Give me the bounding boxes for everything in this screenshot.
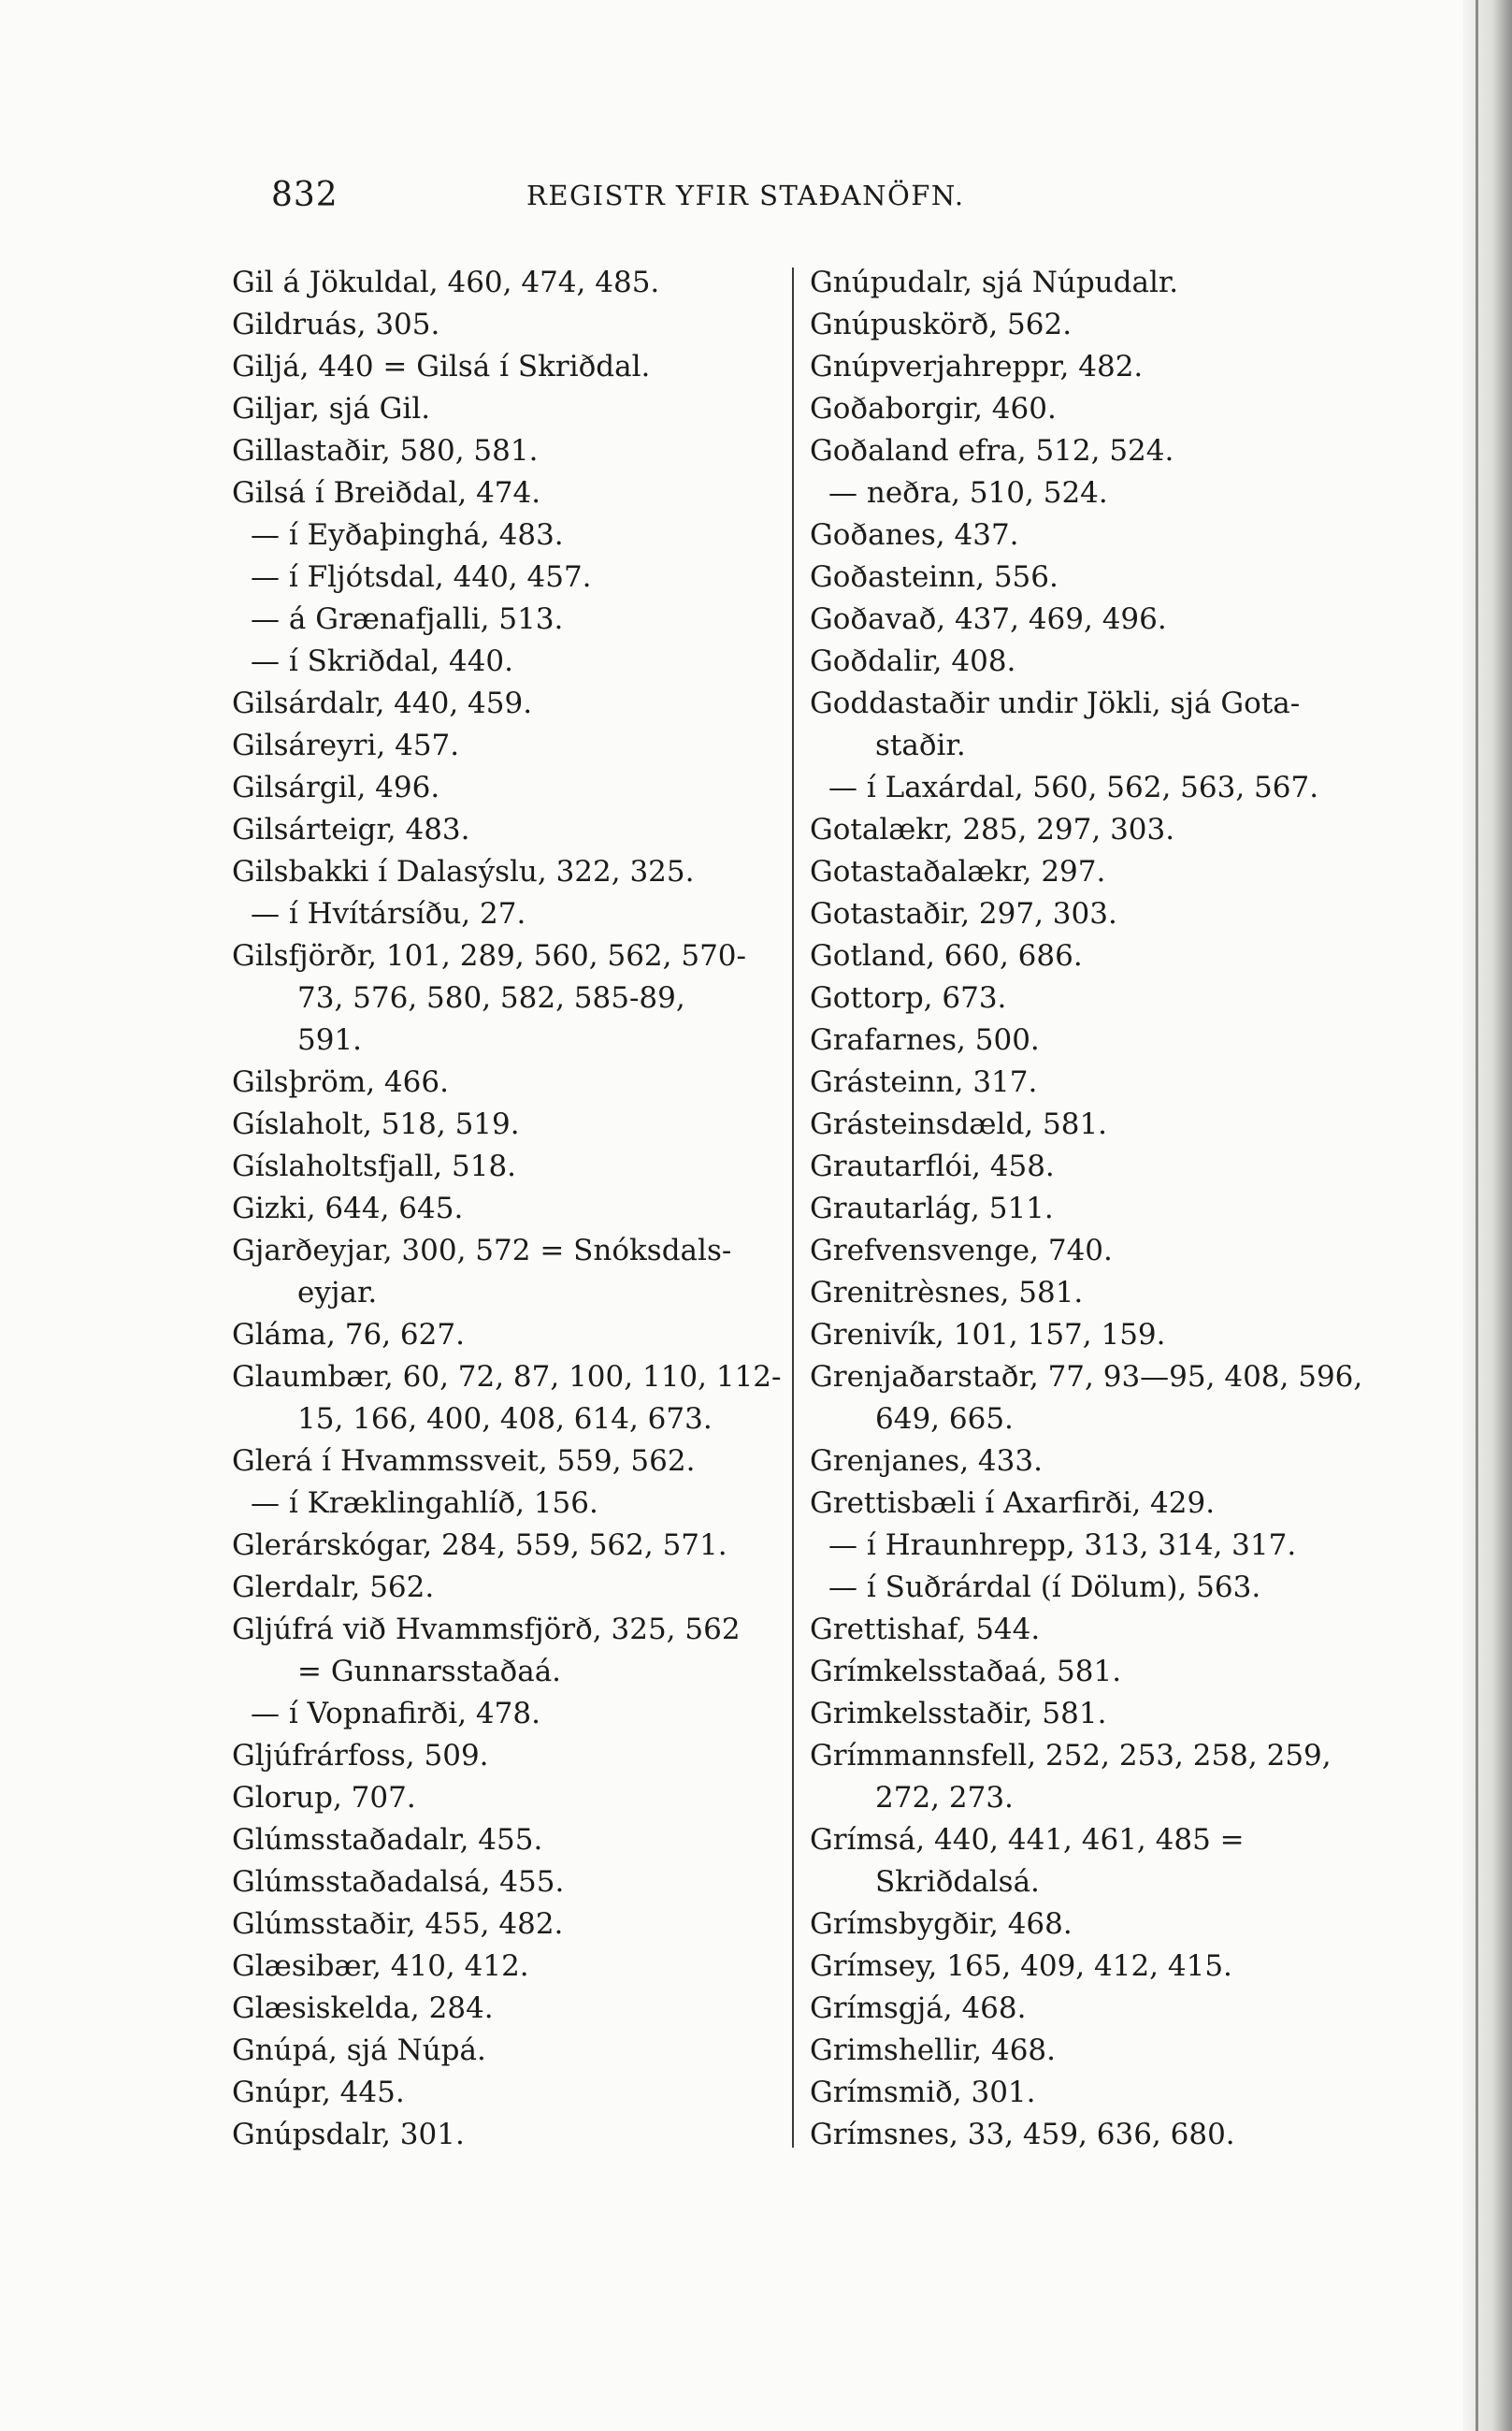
index-entry: Grettishaf, 544. — [810, 1613, 1041, 1646]
index-entry: Gilsþröm, 466. — [232, 1065, 449, 1099]
index-entry: Grímsey, 165, 409, 412, 415. — [810, 1949, 1232, 1983]
running-title: REGISTR YFIR STAÐANÖFN. — [526, 180, 965, 211]
index-entry: Gilsá í Breiðdal, 474. — [232, 476, 541, 510]
index-entry: Goddastaðir undir Jökli, sjá Gota- — [810, 687, 1301, 720]
index-entry: Goðdalir, 408. — [810, 644, 1016, 678]
index-entry: — á Grænafjalli, 513. — [251, 602, 564, 636]
index-entry: — í Eyðaþinghá, 483. — [251, 518, 564, 552]
index-column-right — [810, 262, 1361, 2156]
index-entry: — í Kræklingahlíð, 156. — [251, 1486, 598, 1520]
index-entry: Glæsiskelda, 284. — [232, 1991, 494, 2025]
index-entry: Grenitrèsnes, 581. — [810, 1276, 1084, 1310]
index-entry: Goðaborgir, 460. — [810, 392, 1057, 426]
index-entry: Grimshellir, 468. — [810, 2033, 1057, 2067]
index-entry: Goðasteinn, 556. — [810, 560, 1058, 594]
index-entry: Glerárskógar, 284, 559, 562, 571. — [232, 1528, 727, 1562]
index-entry: Grásteinn, 317. — [810, 1065, 1038, 1099]
index-entry: — í Hraunhrepp, 313, 314, 317. — [828, 1528, 1297, 1562]
index-entry: Gilsárdalr, 440, 459. — [232, 687, 533, 720]
index-entry: Grímsbygðir, 468. — [810, 1907, 1073, 1941]
index-entry: Gilsárteigr, 483. — [232, 813, 470, 847]
index-entry: Skriðdalsá. — [875, 1865, 1040, 1899]
index-entry: Grenivík, 101, 157, 159. — [810, 1318, 1166, 1352]
index-entry: Gnúpsdalr, 301. — [232, 2118, 465, 2151]
index-entry: Gilsárgil, 496. — [232, 771, 440, 804]
index-entry: Gláma, 76, 627. — [232, 1318, 465, 1352]
index-entry: Gnúpr, 445. — [232, 2076, 405, 2109]
book-spine-line — [1476, 0, 1478, 2431]
index-entry: Gnúpudalr, sjá Núpudalr. — [810, 266, 1179, 299]
index-entry: Giljar, sjá Gil. — [232, 392, 431, 426]
index-entry: Gljúfrárfoss, 509. — [232, 1739, 489, 1773]
index-entry: Grímsnes, 33, 459, 636, 680. — [810, 2118, 1235, 2151]
index-entry: Gotastaðalækr, 297. — [810, 855, 1106, 889]
index-entry: Gil á Jökuldal, 460, 474, 485. — [232, 266, 660, 299]
index-entry: Glerá í Hvammssveit, 559, 562. — [232, 1444, 696, 1478]
index-entry: Gnúpverjahreppr, 482. — [810, 350, 1144, 383]
index-entry: Grímsá, 440, 441, 461, 485 = — [810, 1823, 1245, 1857]
index-entry: — neðra, 510, 524. — [828, 476, 1108, 510]
index-entry: Gíslaholtsfjall, 518. — [232, 1150, 517, 1183]
index-entry: Grímmannsfell, 252, 253, 258, 259, — [810, 1739, 1332, 1773]
index-entry: Gljúfrá við Hvammsfjörð, 325, 562 — [232, 1613, 741, 1646]
page-edge-shadow — [1463, 0, 1512, 2431]
index-entry: Grautarlág, 511. — [810, 1192, 1054, 1225]
index-entry: Gíslaholt, 518, 519. — [232, 1107, 520, 1141]
index-entry: Glæsibær, 410, 412. — [232, 1949, 529, 1983]
running-header — [271, 176, 1019, 223]
index-entry: — í Laxárdal, 560, 562, 563, 567. — [828, 771, 1319, 804]
index-entry: Gildruás, 305. — [232, 308, 440, 341]
index-entry: Grimkelsstaðir, 581. — [810, 1697, 1107, 1730]
index-entry: 272, 273. — [875, 1781, 1014, 1815]
index-entry: Gilsbakki í Dalasýslu, 322, 325. — [232, 855, 695, 889]
index-entry: Goðanes, 437. — [810, 518, 1019, 552]
index-entry: Gotastaðir, 297, 303. — [810, 897, 1117, 931]
index-entry: — í Hvítársíðu, 27. — [251, 897, 526, 931]
index-entry: Gizki, 644, 645. — [232, 1192, 464, 1225]
index-entry: eyjar. — [297, 1276, 378, 1310]
page-number: 832 — [271, 176, 338, 214]
index-entry: Glerdalr, 562. — [232, 1570, 435, 1604]
index-entry: Gotland, 660, 686. — [810, 939, 1083, 973]
index-entry: Glúmsstaðadalsá, 455. — [232, 1865, 565, 1899]
index-entry: staðir. — [875, 729, 966, 762]
index-entry: 15, 166, 400, 408, 614, 673. — [297, 1402, 713, 1436]
index-entry: Grímsmið, 301. — [810, 2076, 1036, 2109]
column-divider — [792, 268, 794, 2148]
index-entry: Grafarnes, 500. — [810, 1023, 1040, 1057]
index-entry: 591. — [297, 1023, 363, 1057]
index-column-left — [232, 262, 782, 2156]
index-entry: Grímkelsstaðaá, 581. — [810, 1655, 1122, 1688]
index-entry: Glaumbær, 60, 72, 87, 100, 110, 112- — [232, 1360, 782, 1394]
index-entry: Gotalækr, 285, 297, 303. — [810, 813, 1175, 847]
index-entry: Gillastaðir, 580, 581. — [232, 434, 539, 468]
index-entry: Gottorp, 673. — [810, 981, 1007, 1015]
index-entry: Gilsfjörðr, 101, 289, 560, 562, 570- — [232, 939, 747, 973]
index-entry: Goðaland efra, 512, 524. — [810, 434, 1174, 468]
index-entry: 73, 576, 580, 582, 585-89, — [297, 981, 685, 1015]
index-entry: = Gunnarsstaðaá. — [297, 1655, 562, 1688]
index-entry: Grefvensvenge, 740. — [810, 1234, 1113, 1267]
index-entry: Glúmsstaðir, 455, 482. — [232, 1907, 564, 1941]
index-entry: — í Fljótsdal, 440, 457. — [251, 560, 592, 594]
index-entry: Grenjanes, 433. — [810, 1444, 1043, 1478]
index-entry: — í Vopnafirði, 478. — [251, 1697, 540, 1730]
index-entry: Giljá, 440 = Gilsá í Skriðdal. — [232, 350, 651, 383]
index-entry: Grettisbæli í Axarfirði, 429. — [810, 1486, 1216, 1520]
index-entry: 649, 665. — [875, 1402, 1014, 1436]
index-entry: Gnúpá, sjá Núpá. — [232, 2033, 486, 2067]
index-entry: Grímsgjá, 468. — [810, 1991, 1027, 2025]
index-entry: — í Suðrárdal (í Dölum), 563. — [828, 1570, 1261, 1604]
index-entry: Goðavað, 437, 469, 496. — [810, 602, 1167, 636]
index-entry: Gnúpuskörð, 562. — [810, 308, 1073, 341]
index-entry: Gjarðeyjar, 300, 572 = Snóksdals- — [232, 1234, 732, 1267]
index-entry: Grenjaðarstaðr, 77, 93—95, 408, 596, — [810, 1360, 1363, 1394]
index-entry: Gilsáreyri, 457. — [232, 729, 460, 762]
index-entry: Glúmsstaðadalr, 455. — [232, 1823, 543, 1857]
index-entry: — í Skriðdal, 440. — [251, 644, 514, 678]
index-entry: Grautarflói, 458. — [810, 1150, 1055, 1183]
index-entry: Glorup, 707. — [232, 1781, 416, 1815]
index-entry: Grásteinsdæld, 581. — [810, 1107, 1108, 1141]
